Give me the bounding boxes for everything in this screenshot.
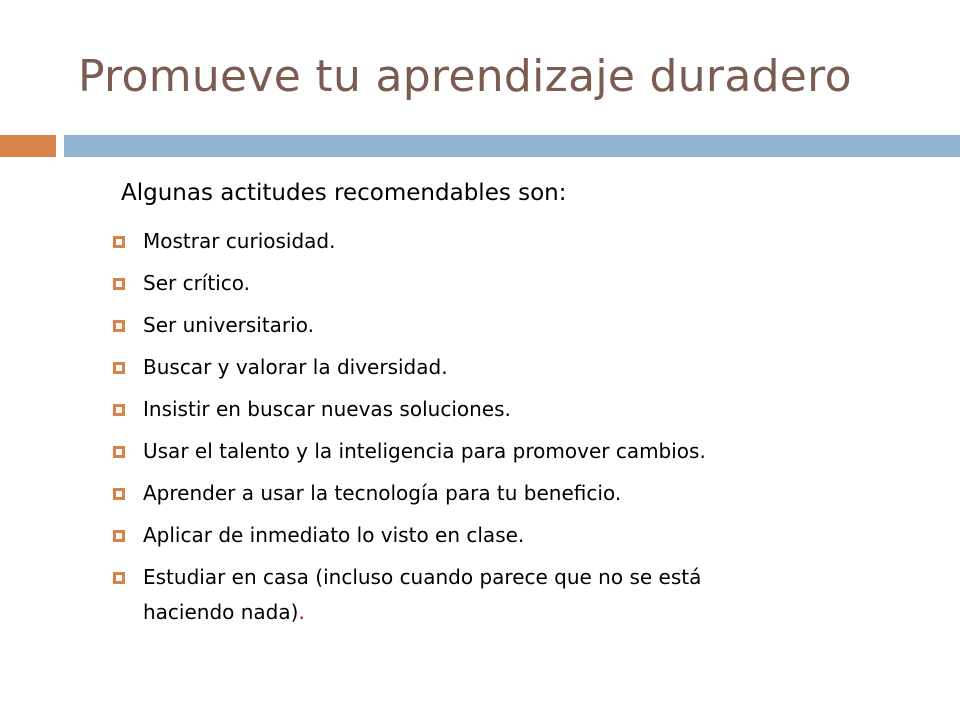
title-underline-bar (64, 135, 960, 157)
bullet-text: Ser universitario. (143, 313, 314, 337)
hollow-square-bullet-icon (113, 320, 125, 332)
end-mark: . (298, 600, 305, 624)
bullet-text-line-2-content: haciendo nada) (143, 600, 299, 624)
bullet-text-line-2 (143, 595, 701, 630)
hollow-square-bullet-icon (113, 278, 125, 290)
hollow-square-bullet-icon (113, 236, 125, 248)
bullet-text: Ser crítico. (143, 271, 250, 295)
intro-text: Algunas actitudes recomendables son: (121, 180, 567, 206)
title-accent-bar (0, 135, 56, 157)
bullet-text: Buscar y valorar la diversidad. (143, 355, 448, 379)
hollow-square-bullet-icon (113, 362, 125, 374)
bullet-text: Insistir en buscar nuevas soluciones. (143, 397, 511, 421)
hollow-square-bullet-icon (113, 572, 125, 584)
hollow-square-bullet-icon (113, 530, 125, 542)
bullet-text: Usar el talento y la inteligencia para promover cambios. (143, 439, 706, 463)
bullet-text: Aprender a usar la tecnología para tu beneficio. (143, 481, 622, 505)
hollow-square-bullet-icon (113, 446, 125, 458)
bullet-text: Mostrar curiosidad. (143, 229, 336, 253)
bullet-text-line-1: Estudiar en casa (incluso cuando parece que no se está (143, 565, 702, 589)
hollow-square-bullet-icon (113, 404, 125, 416)
bullet-text: Aplicar de inmediato lo visto en clase. (143, 523, 525, 547)
hollow-square-bullet-icon (113, 488, 125, 500)
slide-title: Promueve tu aprendizaje duradero (78, 51, 852, 102)
bullet-text-multiline (143, 560, 701, 630)
